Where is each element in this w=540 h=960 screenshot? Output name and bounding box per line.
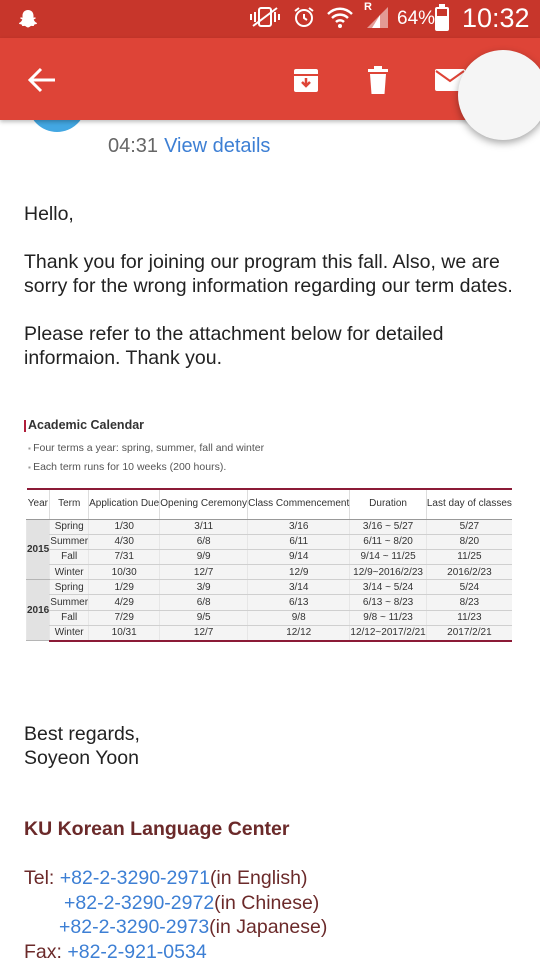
calendar-row	[27, 580, 513, 595]
calendar-cell: 11/23	[426, 610, 512, 625]
calendar-cell: 8/23	[426, 595, 512, 610]
calendar-row	[27, 519, 513, 534]
calendar-cell: 3/14 ~ 5/24	[350, 580, 426, 595]
calendar-cell: 6/11 ~ 8/20	[350, 534, 426, 549]
calendar-row	[27, 625, 513, 640]
calendar-cell: 3/14	[248, 580, 350, 595]
calendar-note-2: ▪ Each term runs for 10 weeks (200 hours).	[24, 461, 516, 473]
calendar-cell: 12/7	[160, 565, 248, 580]
tel-label: Tel:	[24, 867, 60, 889]
calendar-cell: 11/25	[426, 549, 512, 564]
calendar-cell: Spring	[50, 580, 89, 595]
calendar-cell: 1/29	[89, 580, 160, 595]
academic-calendar-attachment[interactable]	[24, 418, 516, 648]
calendar-cell: 5/24	[426, 580, 512, 595]
floating-action-button[interactable]	[458, 50, 540, 140]
email-body	[24, 202, 524, 394]
calendar-header-cell: Duration	[350, 489, 426, 519]
view-details-link[interactable]: View details	[164, 135, 271, 157]
calendar-header-cell: Application Due	[89, 489, 160, 519]
calendar-table	[26, 488, 512, 642]
delete-icon[interactable]	[358, 62, 398, 98]
calendar-cell: 1/30	[89, 519, 160, 534]
calendar-cell: Fall	[50, 549, 89, 564]
snapchat-ghost-icon	[16, 7, 40, 31]
closing: Best regards,	[24, 723, 140, 745]
battery-percent: 64%	[397, 8, 436, 29]
calendar-cell: 9/5	[160, 610, 248, 625]
calendar-cell: Fall	[50, 610, 89, 625]
calendar-cell: 12/12~2017/2/21	[350, 625, 426, 640]
calendar-cell: 6/13 ~ 8/23	[350, 595, 426, 610]
calendar-cell: 3/11	[160, 519, 248, 534]
calendar-header-cell: Year	[27, 489, 50, 519]
calendar-cell: 10/30	[89, 565, 160, 580]
signature-block	[24, 722, 140, 770]
battery-icon	[435, 7, 449, 31]
calendar-cell: 12/7	[160, 625, 248, 640]
calendar-cell: 9/9	[160, 549, 248, 564]
phone-japanese-note: (in Japanese)	[209, 916, 328, 938]
roaming-label: R	[364, 0, 372, 13]
calendar-cell: Winter	[50, 625, 89, 640]
sent-time: 04:31	[108, 135, 159, 157]
calendar-cell: 12/12	[248, 625, 350, 640]
calendar-cell: 2016/2/23	[426, 565, 512, 580]
calendar-cell: 3/16 ~ 5/27	[350, 519, 426, 534]
calendar-cell: 9/8	[248, 610, 350, 625]
calendar-cell: 9/8 ~ 11/23	[350, 610, 426, 625]
calendar-cell: Spring	[50, 519, 89, 534]
calendar-header-cell: Opening Ceremony	[160, 489, 248, 519]
contact-info	[24, 866, 327, 960]
calendar-cell: 3/16	[248, 519, 350, 534]
clock: 10:32	[462, 3, 530, 33]
vibrate-icon	[248, 5, 282, 34]
fax-link[interactable]: +82-2-921-0534	[67, 940, 207, 960]
calendar-cell: 9/14	[248, 549, 350, 564]
phone-english-link[interactable]: +82-2-3290-2971	[59, 867, 210, 889]
calendar-row	[27, 565, 513, 580]
calendar-title: Academic Calendar	[24, 418, 516, 432]
calendar-year-cell: 2016	[27, 580, 50, 641]
calendar-cell: 7/31	[89, 549, 160, 564]
calendar-cell: 12/9	[248, 565, 350, 580]
calendar-note-1: ▪ Four terms a year: spring, summer, fall and winter	[24, 442, 516, 454]
calendar-cell: 6/11	[248, 534, 350, 549]
phone-chinese-note: (in Chinese)	[214, 891, 320, 914]
calendar-row	[27, 549, 513, 564]
calendar-cell: 5/27	[426, 519, 512, 534]
phone-chinese-link[interactable]: +82-2-3290-2972	[64, 891, 215, 914]
archive-icon[interactable]	[286, 62, 326, 98]
calendar-cell: 4/30	[89, 534, 160, 549]
calendar-cell: 8/20	[426, 534, 512, 549]
sender-name: Soyeon Yoon	[24, 747, 139, 769]
calendar-cell: 10/31	[89, 625, 160, 640]
calendar-year-cell: 2015	[27, 519, 50, 580]
calendar-cell: 2017/2/21	[426, 625, 512, 640]
calendar-cell: 6/13	[248, 595, 350, 610]
sent-time-line	[108, 135, 270, 158]
calendar-cell: 9/14 ~ 11/25	[350, 549, 426, 564]
body-paragraph-2: Please refer to the attachment below for detailed informaion. Thank you.	[24, 323, 444, 369]
phone-japanese-link[interactable]: +82-2-3290-2973	[59, 916, 210, 938]
calendar-cell: 6/8	[160, 595, 248, 610]
status-bar	[0, 0, 540, 38]
calendar-row	[27, 610, 513, 625]
fax-label: Fax:	[24, 940, 68, 960]
calendar-cell: 12/9~2016/2/23	[350, 565, 426, 580]
calendar-cell: 6/8	[160, 534, 248, 549]
calendar-header-cell: Term	[50, 489, 89, 519]
organization-name: KU Korean Language Center	[24, 818, 290, 840]
calendar-cell: Winter	[50, 565, 89, 580]
calendar-cell: 7/29	[89, 610, 160, 625]
greeting: Hello,	[24, 203, 74, 225]
calendar-row	[27, 595, 513, 610]
signal-icon	[364, 0, 390, 34]
wifi-icon	[326, 5, 354, 34]
calendar-row	[27, 534, 513, 549]
calendar-header-cell: Last day of classes	[426, 489, 512, 519]
calendar-cell: 3/9	[160, 580, 248, 595]
calendar-cell: Summer	[50, 534, 89, 549]
calendar-header-cell: Class Commencement	[248, 489, 350, 519]
calendar-cell: 4/29	[89, 595, 160, 610]
phone-english-note: (in English)	[209, 867, 308, 889]
back-arrow-icon[interactable]	[22, 60, 62, 100]
alarm-icon	[292, 5, 316, 34]
status-icons	[248, 0, 390, 32]
calendar-cell: Summer	[50, 595, 89, 610]
body-paragraph-1: Thank you for joining our program this fall. Also, we are sorry for the wrong information regarding our term dates.	[24, 251, 513, 297]
